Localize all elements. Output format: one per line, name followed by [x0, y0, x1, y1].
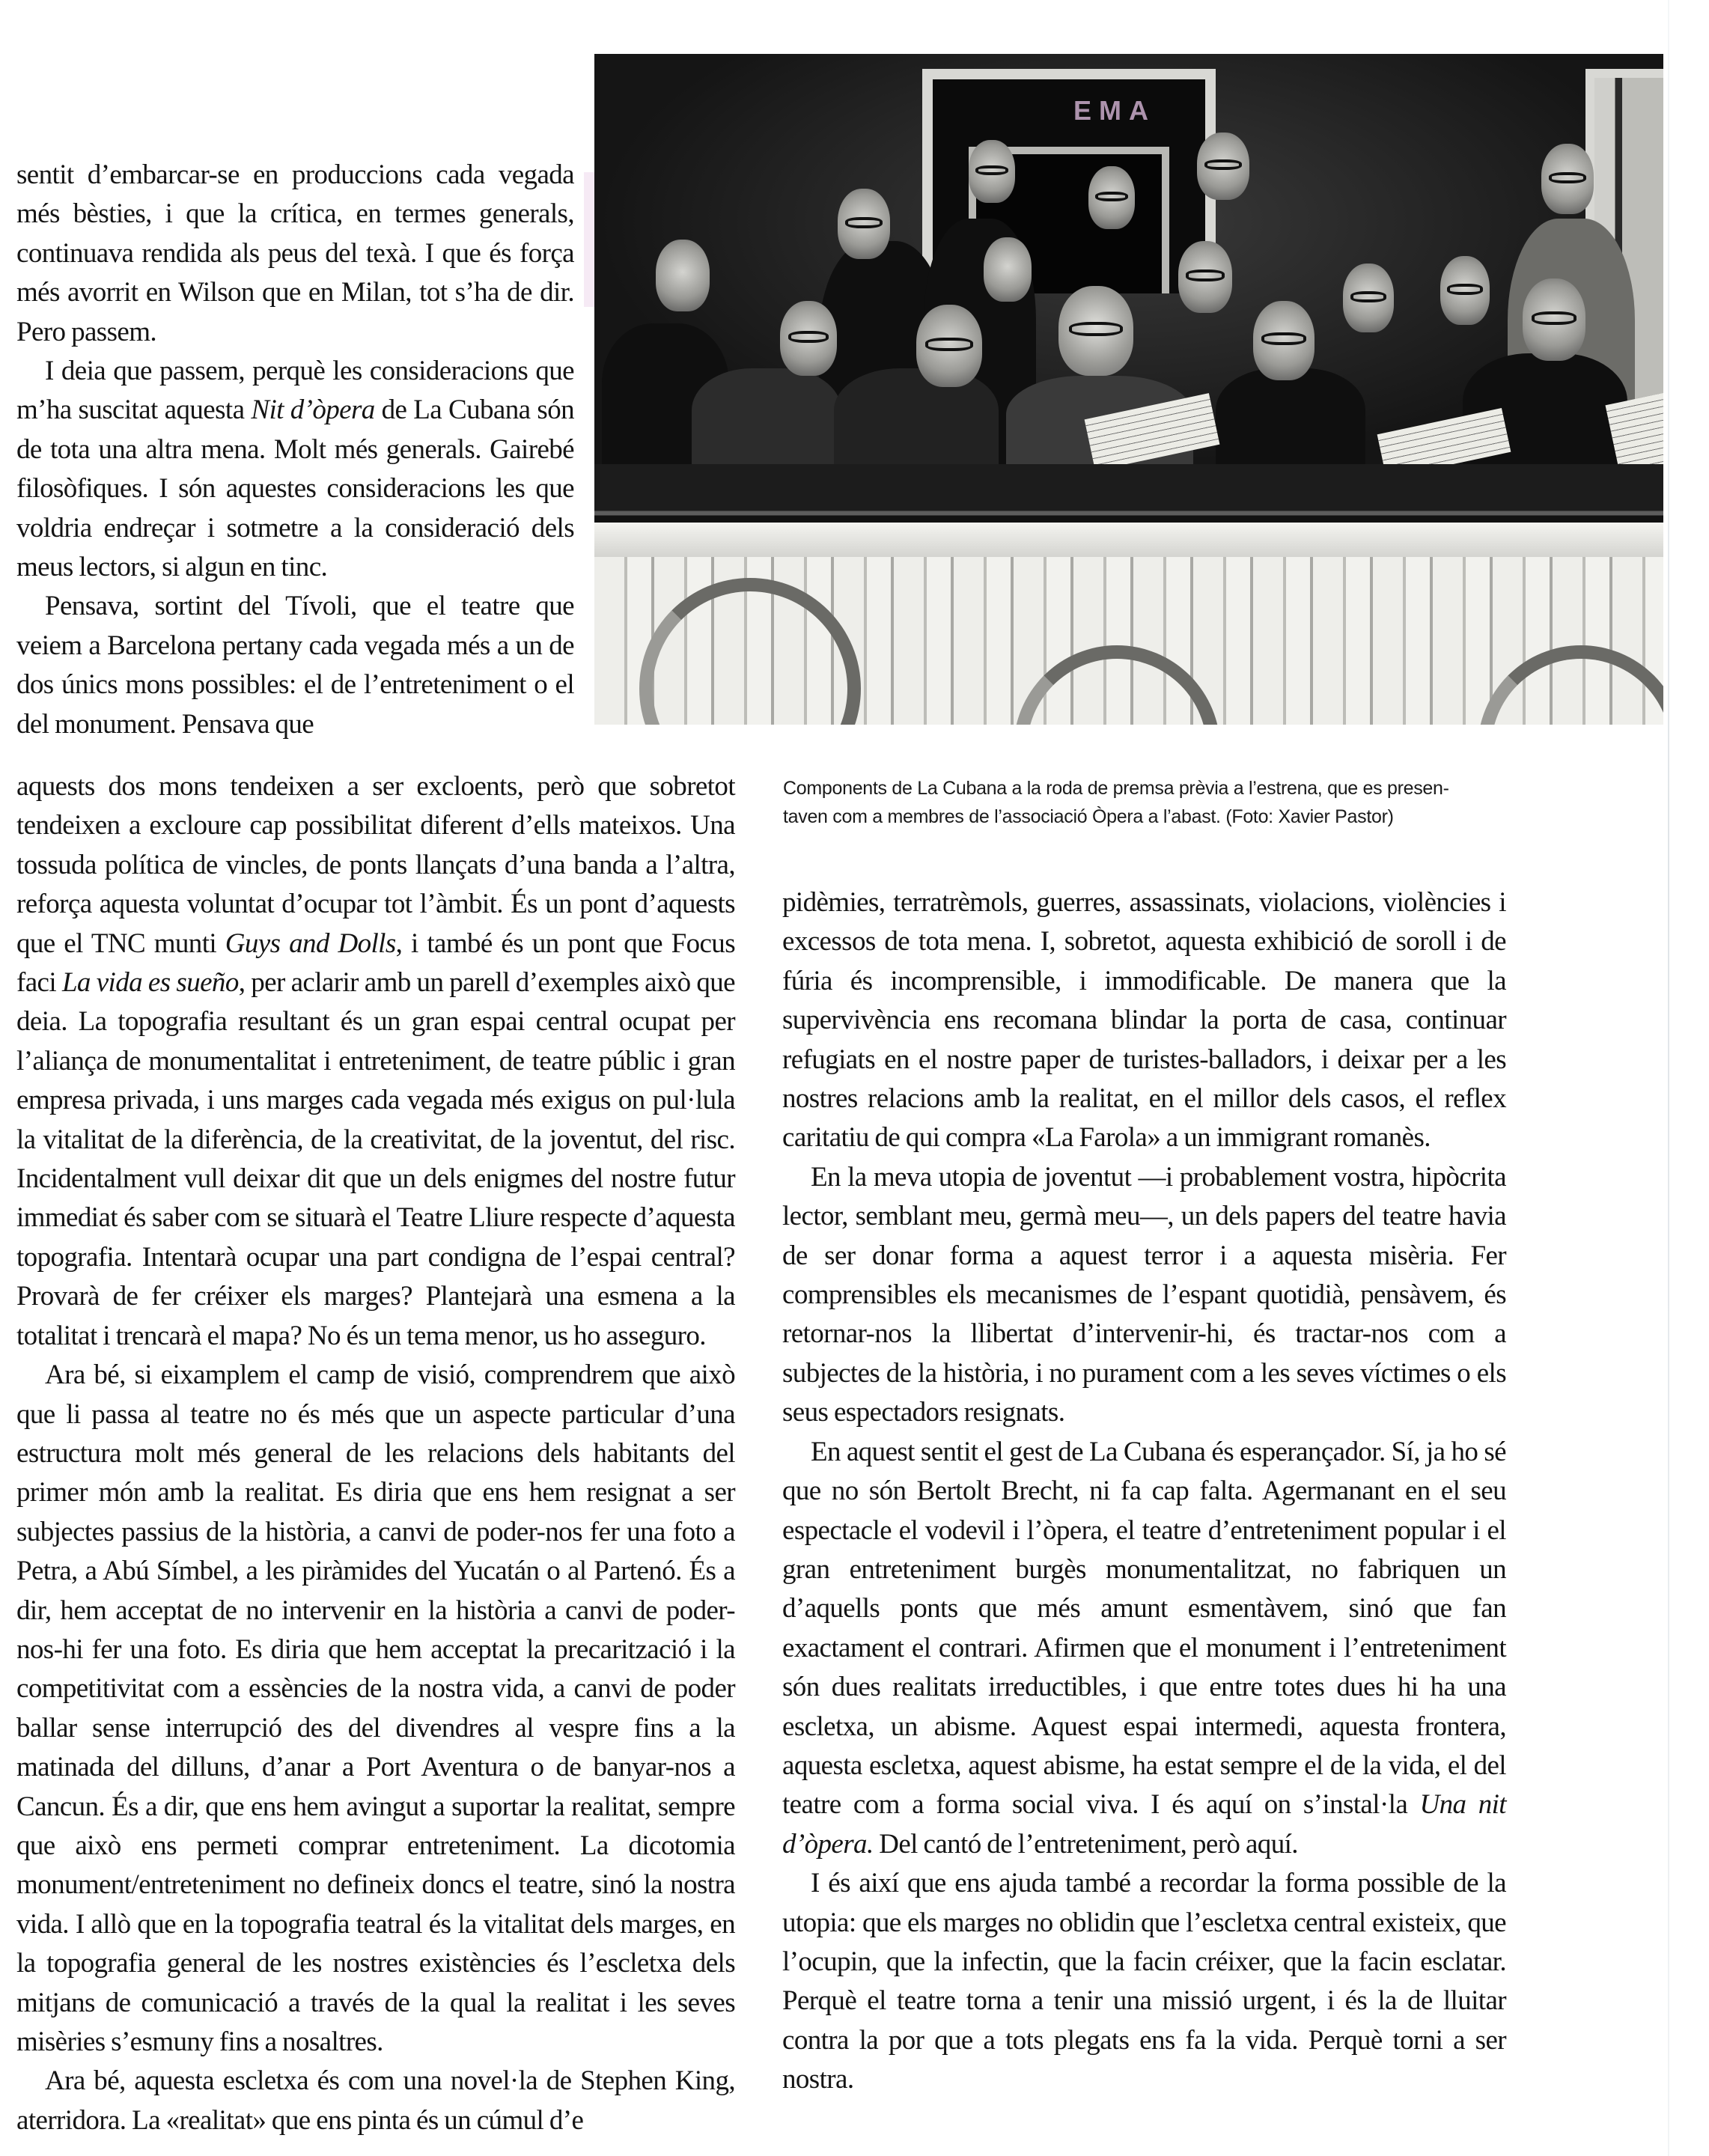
article-paragraph: sentit d’embarcar-se en produccions cada vegada més bèsties, i que la crítica, en termes generals, continuava rendida als peus del texà. I que és força més avorrit en Wilson que en Milan, tot s’ha de dir. Pero passem. [16, 159, 574, 347]
photo-face [1253, 301, 1315, 380]
photo-face [1088, 166, 1135, 229]
photo-figure-body [834, 368, 999, 473]
photo-face [1440, 256, 1490, 325]
photo-face [1058, 286, 1133, 376]
work-title: Nit d’òpera [251, 395, 375, 426]
work-title: Guys and Dolls [225, 928, 396, 959]
photo-face [1523, 278, 1585, 361]
photo-balcony-rail [594, 464, 1663, 523]
article-column-right [782, 883, 1506, 2100]
photo-caption [783, 774, 1502, 831]
scan-edge-line [1668, 0, 1669, 2156]
caption-line: taven com a membres de l’associació Òpera a l’abast. (Foto: Xavier Pastor) [783, 806, 1394, 827]
article-paragraph: Pensava, sortint del Tívoli, que el teatre que veiem a Barcelona pertany cada vegada més a un de dos únics mons possibles: el de l’entreteniment o el del monument. Pensava que [16, 591, 574, 740]
article-paragraph: En aquest sentit el gest de La Cubana és esperançador. Sí, ja ho sé que no són Bertolt Brecht, ni fa cap falta. Agermanant en el seu espectacle el vodevil i l’òpera, el teatre d’entreteniment popular i el gran entreteniment burgès monumentalitzat, no fabriquen un d’aquells ponts que més amunt esmentàvem, sinó que fan exactament el contrari. Afirmen que el monument i l’entreteniment són dues realitats irreductibles, i que entre totes dues hi ha una escletxa, un abisme. Aquest espai intermedi, aquesta frontera, aquesta escletxa, aquest abisme, ha estat sempre el de la vida, el del teatre com a forma social viva. I és aquí on s’instal·la Una nit d’òpera. Del cantó de l’entreteniment, però aquí. [782, 1436, 1506, 1860]
article-paragraph: En la meva utopia de joventut —i probablement vostra, hipòcrita lector, semblant meu, germà meu—, un dels papers del teatre havia de ser donar forma a aquest terror i a aquesta misèria. Fer comprensibles els mecanismes de l’espant quotidià, pensàvem, és retornar-nos la llibertat d’intervenir-hi, és tractar-nos com a subjectes de la història, i no purament com a les seves víctimes o els seus espectadors resignats. [782, 1161, 1506, 1428]
article-paragraph: pidèmies, terratrèmols, guerres, assassinats, violacions, violències i excessos de tota mena. I, sobretot, aquesta exhibició de soroll i de fúria és incomprensible, i immodificable. De manera que la supervivència ens recomana blindar la porta de casa, continuar refugiats en el nostre paper de turistes-balladors, i deixar per a les nostres relacions amb la realitat, en el millor dels casos, el reflex caritatiu de qui compra «La Farola» a un immigrant romanès. [782, 887, 1506, 1154]
photo-face [780, 301, 837, 376]
article-paragraph: aquests dos mons tendeixen a ser excloents, però que sobretot tendeixen a excloure cap possibilitat diferent d’ells mateixos. Una tossuda política de vincles, de ponts llançats d’una banda a l’altra, reforça aquesta voluntat d’ocupar tot l’àmbit. És un pont d’aquests que el TNC munti Guys and Dolls, i també és un pont que Focus faci La vida es sueño, per aclarir amb un parell d’exemples això que deia. La topografia resultant és un gran espai central ocupat per l’aliança de monumentalitat i entreteniment, de teatre públic i gran empresa privada, i uns marges cada vegada més exigus on pul·lula la vitalitat de la diferència, de la creativitat, de la joventut, del risc. Incidentalment vull deixar dit que un dels enigmes del nostre futur immediat és saber com se situarà el Teatre Lliure respecte d’aquesta topografia. Intentarà ocupar una part condigna de l’espai central? Provarà de fer créixer els marges? Plantejarà una esmena a la totalitat i trencarà el mapa? No és un tema menor, us ho asseguro. [16, 771, 735, 1351]
photo-face [1197, 133, 1249, 200]
photo-face [984, 237, 1032, 302]
photo-face [969, 140, 1015, 203]
work-title: La vida es sueño [61, 967, 239, 999]
article-paragraph: I deia que passem, perquè les consideracions que m’ha suscitat aquesta Nit d’òpera de La Cubana són de tota una altra mena. Molt més generals. Gairebé filosòfiques. I són aquestes consideracions les que voldria endreçar i sotmetre a la consideració dels meus lectors, si algun en tinc. [16, 356, 574, 583]
photo-face [1541, 144, 1594, 214]
photo-balcony-ledge [594, 523, 1663, 557]
photo-sign: EMA [1073, 95, 1156, 126]
photo-face [1178, 241, 1232, 313]
photo-face [656, 240, 710, 311]
article-column-left-upper [16, 156, 574, 744]
article-photo [594, 54, 1663, 725]
photo-face [838, 189, 890, 259]
photo-figure-body [692, 368, 841, 473]
photo-figure-body [1216, 368, 1365, 473]
work-title: Una nit d’òpera. [782, 1789, 1506, 1860]
photo-face [1343, 264, 1394, 332]
caption-line: Components de La Cubana a la roda de premsa prèvia a l’estrena, que es presen- [783, 778, 1449, 799]
article-paragraph: Ara bé, si eixamplem el camp de visió, comprendrem que això que li passa al teatre no és més que un aspecte particular d’una estructura molt més general de les relacions dels habitants del primer món amb la realitat. Es diria que ens hem resignat a ser subjectes passius de la història, a canvi de poder-nos fer una foto a Petra, a Abú Símbel, a les piràmides del Yucatán o al Partenó. És a dir, hem acceptat de no intervenir en la història a canvi de poder-nos-hi fer una foto. Es diria que hem acceptat la precarització i la competitivitat com a essències de la nostra vida, a canvi de poder ballar sense interrupció des del divendres al vespre fins a la matinada del dilluns, d’anar a Port Aventura o de banyar-nos a Cancun. És a dir, que ens hem avingut a suportar la realitat, sempre que això ens permeti comprar entreteniment. La dicotomia monument/entreteniment no defineix doncs el teatre, sinó la nostra vida. I allò que en la topografia teatral és la vitalitat dels marges, en la topografia general de les nostres existències és l’escletxa dels mitjans de comunicació a través de la qual la realitat i les seves misèries s’esmuny fins a nosaltres. [16, 1359, 735, 2057]
photo-face [916, 305, 982, 387]
article-paragraph: I és així que ens ajuda també a recordar la forma possible de la utopia: que els marges no oblidin que l’escletxa central existeix, que l’ocupin, que la infectin, que la facin créixer, que la facin esclatar. Perquè el teatre torna a tenir una missió urgent, i és la de lluitar contra la por que a tots plegats ens fa la vida. Perquè torni a ser nostra. [782, 1868, 1506, 2095]
article-column-left-lower [16, 767, 735, 2140]
article-paragraph: Ara bé, aquesta escletxa és com una novel·la de Stephen King, aterridora. La «realitat» que ens pinta és un cúmul d’e [16, 2065, 735, 2136]
scan-artifact [584, 172, 594, 307]
